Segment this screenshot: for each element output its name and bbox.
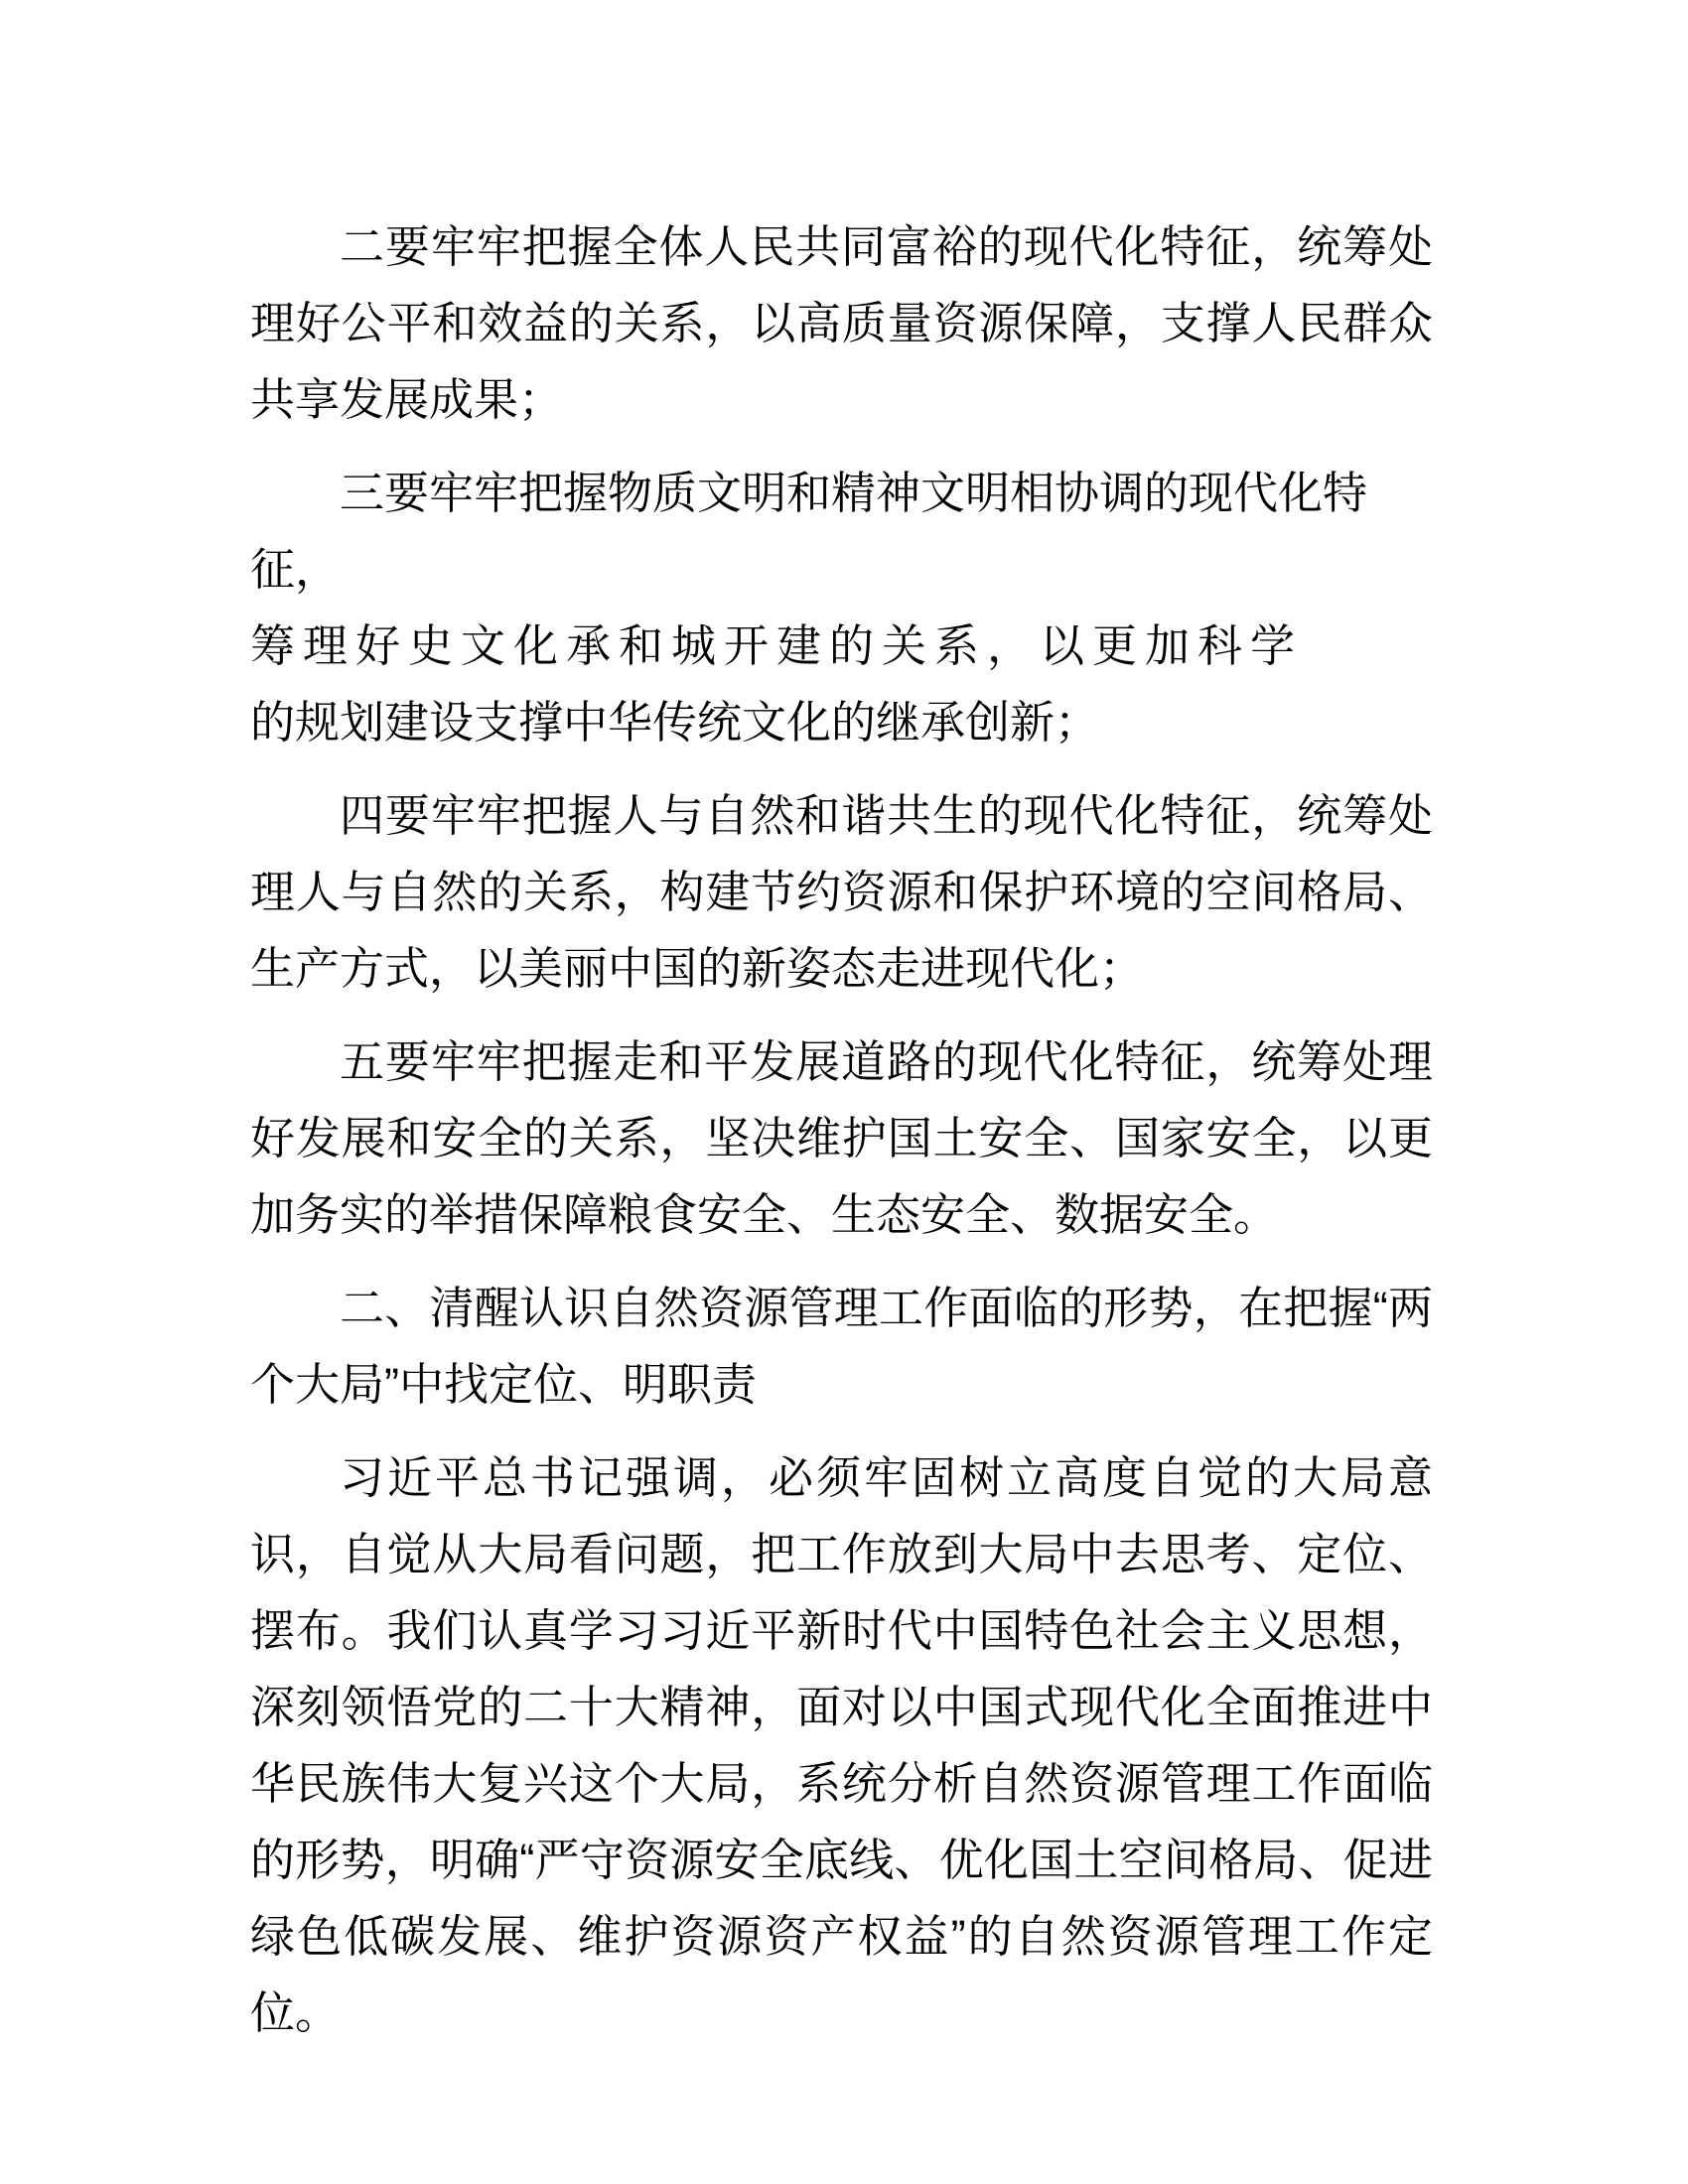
paragraph-point-3-line-3: 的规划建设支撑中华传统文化的继承创新； [250,697,1100,748]
section-heading: 二、清醒认识自然资源管理工作面临的形势，在把握“两个大局”中找定位、明职责 [250,1283,1433,1410]
paragraph-point-5: 五要牢牢把握走和平发展道路的现代化特征，统筹处理好发展和安全的关系，坚决维护国土安全、国家安全，以更加务实的举措保障粮食安全、生态安全、数据安全。 [250,1036,1433,1240]
paragraph-point-4: 四要牢牢把握人与自然和谐共生的现代化特征，统筹处理人与自然的关系，构建节约资源和保护环境的空间格局、生产方式，以美丽中国的新姿态走进现代化； [250,790,1433,994]
paragraph-situation: 习近平总书记强调，必须牢固树立高度自觉的大局意识，自觉从大局看问题，把工作放到大局中去思考、定位、摆布。我们认真学习习近平新时代中国特色社会主义思想，深刻领悟党的二十大精神，面对以中国式现代化全面推进中华民族伟大复兴这个大局，系统分析自然资源管理工作面临的形势，明确“严守资源安全底线、优化国土空间格局、促进绿色低碳发展、维护资源资产权益”的自然资源管理工作定位。 [250,1452,1433,2038]
paragraph-point-3-line-2: 筹理好史文化承和城开建的关系，以更加科学 [250,620,1304,671]
paragraph-point-2: 二要牢牢把握全体人民共同富裕的现代化特征，统筹处理好公平和效益的关系，以高质量资源保障，支撑人民群众共享发展成果； [250,221,1433,425]
paragraph-point-3 [250,455,1433,760]
paragraph-point-3-line-1: 三要牢牢把握物质文明和精神文明相协调的现代化特征， [250,468,1368,595]
